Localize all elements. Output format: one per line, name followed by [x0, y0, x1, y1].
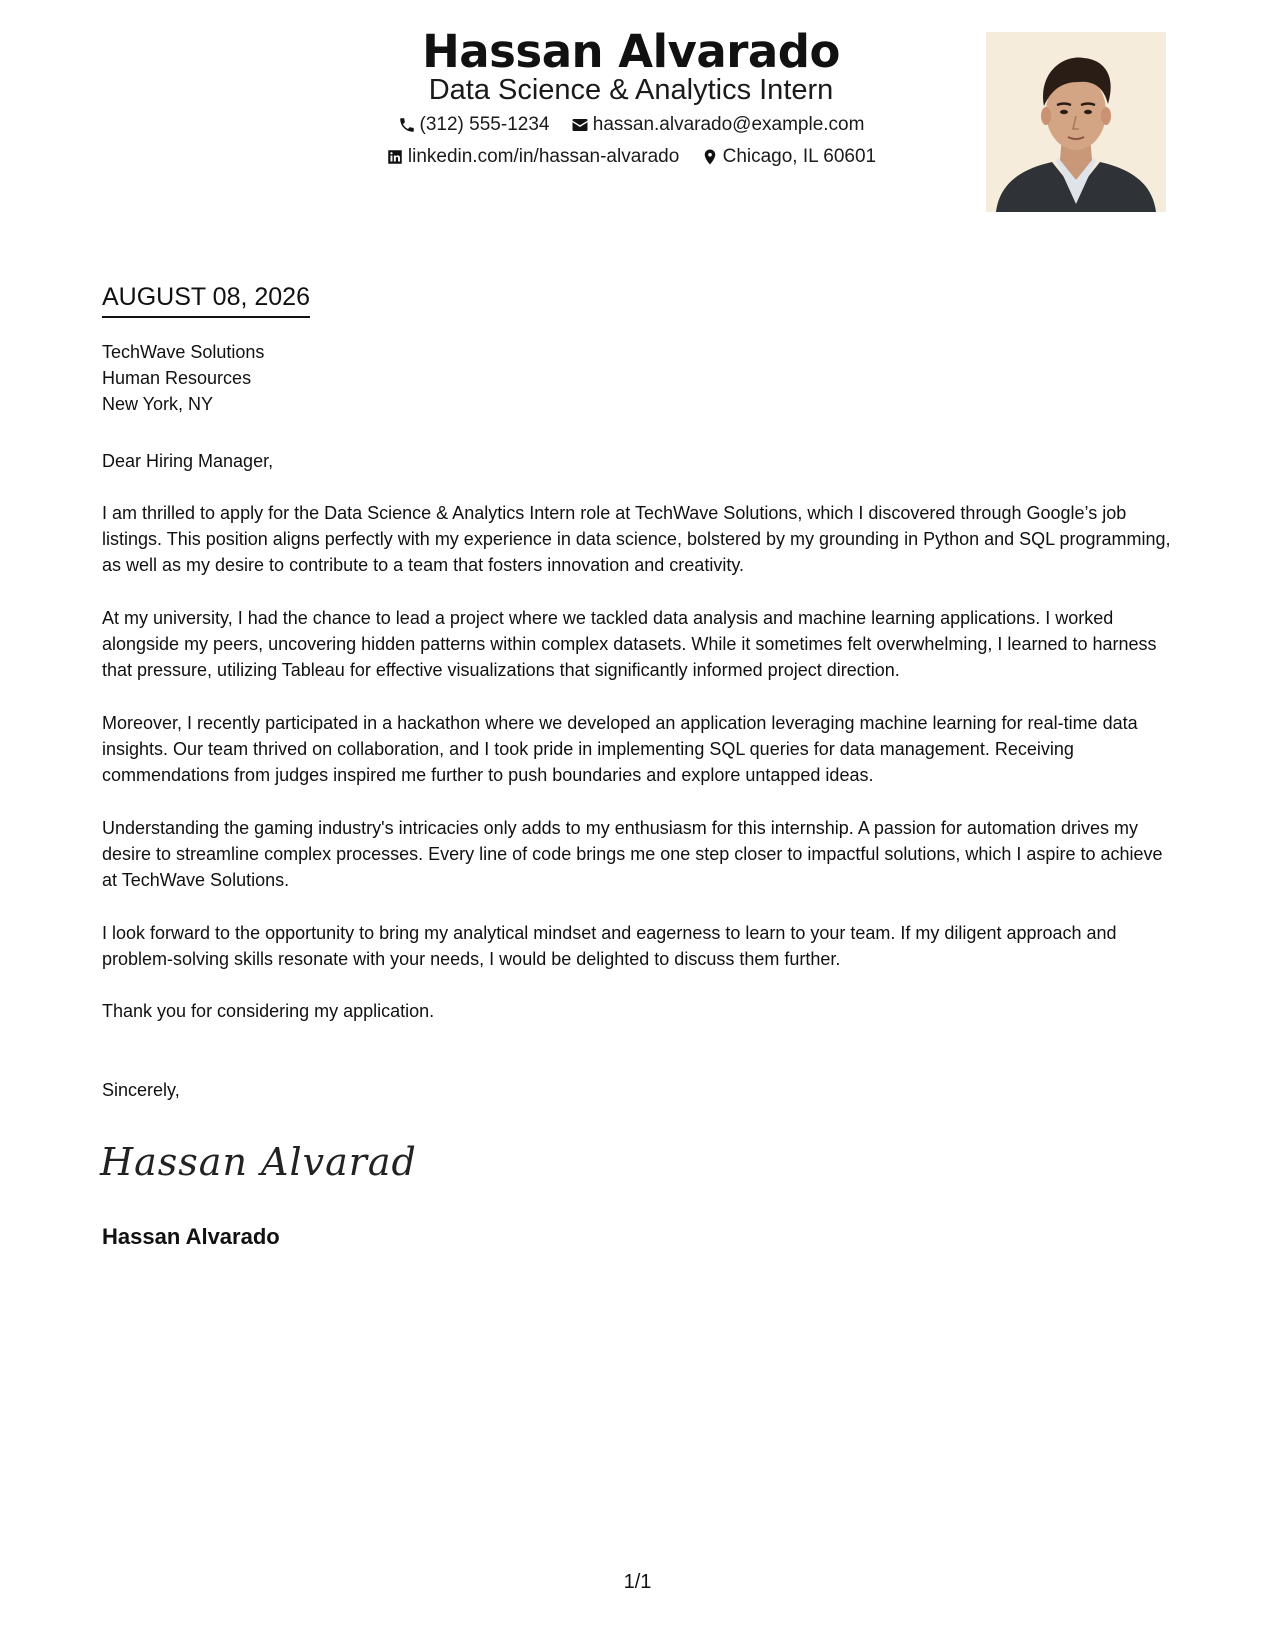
map-pin-icon	[701, 148, 719, 166]
body-paragraph-3: Moreover, I recently participated in a hackathon where we developed an application leveraging machine learning for real-time data insights. Our team thrived on collaboration, and I took pride in implementing SQL queries for data management. Receiving commendations from judges inspired me further to push boundaries and explore untapped ideas.	[102, 713, 1138, 785]
phone-number: (312) 555-1234	[419, 114, 550, 135]
recipient-block	[102, 339, 264, 417]
contact-email[interactable]	[571, 112, 865, 138]
recipient-department: Human Resources	[102, 368, 252, 388]
thanks-line: Thank you for considering my application.	[102, 1001, 435, 1021]
letter-date: AUGUST 08, 2026	[102, 280, 310, 318]
contact-phone	[398, 112, 550, 138]
phone-icon	[398, 116, 416, 134]
linkedin-url[interactable]: linkedin.com/in/hassan-alvarado	[407, 146, 680, 167]
body-paragraph-1: I am thrilled to apply for the Data Science & Analytics Intern role at TechWave Solutions, which I discovered through Google’s job listings. This position aligns perfectly with my experience in data science, bolstered by my grounding in Python and SQL programming, as well as my desire to contribute to a team that fosters innovation and creativity.	[102, 503, 1171, 575]
recipient-location: New York, NY	[102, 394, 214, 414]
email-address[interactable]: hassan.alvarado@example.com	[592, 114, 865, 135]
body-paragraph-4: Understanding the gaming industry's intricacies only adds to my enthusiasm for this internship. A passion for automation drives my desire to streamline complex processes. Every line of code brings me one step closer to impactful solutions, which I aspire to achieve at TechWave Solutions.	[102, 818, 1163, 890]
profile-photo	[986, 32, 1166, 212]
contact-linkedin[interactable]	[386, 144, 679, 170]
letter-header	[0, 20, 1275, 220]
page-number: 1/1	[623, 1571, 652, 1593]
salutation: Dear Hiring Manager,	[102, 451, 274, 471]
linkedin-icon	[386, 148, 404, 166]
location-text: Chicago, IL 60601	[722, 146, 877, 167]
signed-name: Hassan Alvarado	[102, 1224, 280, 1249]
contact-location	[701, 144, 877, 170]
envelope-icon	[571, 116, 589, 134]
closing-line: Sincerely,	[102, 1080, 180, 1100]
applicant-name: Hassan Alvarado	[422, 25, 840, 78]
body-paragraph-5: I look forward to the opportunity to bring my analytical mindset and eagerness to learn to your team. If my diligent approach and problem-solving skills resonate with your needs, I would be delighted to discuss them further.	[102, 923, 1117, 969]
portrait-image	[986, 32, 1166, 212]
body-paragraph-2: At my university, I had the chance to lead a project where we tackled data analysis and machine learning applications. I worked alongside my peers, uncovering hidden patterns within complex datasets. While it sometimes felt overwhelming, I learned to harness that pressure, utilizing Tableau for effective visualizations that significantly informed project direction.	[102, 608, 1157, 680]
recipient-company: TechWave Solutions	[102, 342, 265, 362]
handwritten-signature: Hassan Alvarad	[100, 1140, 417, 1184]
applicant-role: Data Science & Analytics Intern	[428, 74, 834, 106]
